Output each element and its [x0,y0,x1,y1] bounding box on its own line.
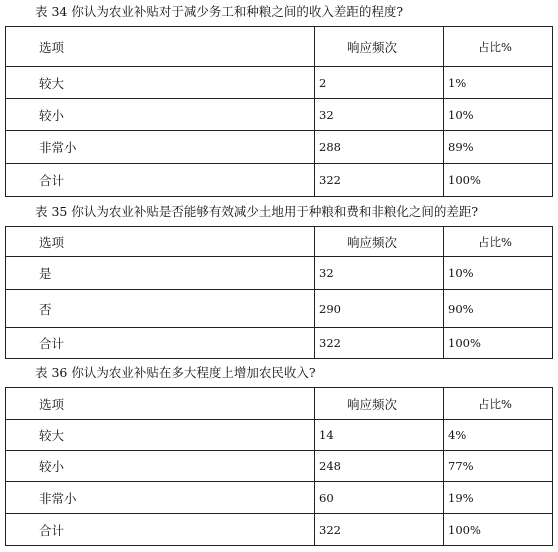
cell-percent: 4% [444,420,553,451]
cell-percent: 100% [444,328,553,359]
cell-percent: 90% [444,290,553,328]
cell-frequency: 322 [315,514,444,546]
cell-percent: 77% [444,451,553,482]
table-header-row [6,388,553,420]
table-row [6,451,553,482]
table-row-total [6,328,553,359]
cell-percent: 100% [444,514,553,546]
cell-option: 否 [6,290,315,328]
table-header-row [6,227,553,257]
header-percent: 占比% [444,227,553,257]
cell-percent: 89% [444,131,553,164]
table-row-total [6,514,553,546]
cell-frequency: 14 [315,420,444,451]
cell-frequency: 322 [315,328,444,359]
cell-frequency: 288 [315,131,444,164]
cell-option: 较大 [6,420,315,451]
cell-option: 是 [6,257,315,290]
cell-option: 非常小 [6,131,315,164]
cell-frequency: 32 [315,257,444,290]
header-frequency: 响应频次 [315,388,444,420]
header-frequency: 响应频次 [315,27,444,67]
cell-option: 非常小 [6,482,315,514]
cell-option: 合计 [6,328,315,359]
table-34 [5,26,553,197]
header-percent: 占比% [444,27,553,67]
cell-option: 较大 [6,67,315,99]
header-option: 选项 [6,227,315,257]
table-row [6,67,553,99]
table-row [6,290,553,328]
cell-option: 合计 [6,514,315,546]
cell-percent: 100% [444,164,553,197]
header-option: 选项 [6,27,315,67]
table-row [6,482,553,514]
cell-option: 较小 [6,451,315,482]
cell-frequency: 290 [315,290,444,328]
table-row-total [6,164,553,197]
cell-percent: 1% [444,67,553,99]
header-option: 选项 [6,388,315,420]
cell-percent: 10% [444,257,553,290]
cell-percent: 19% [444,482,553,514]
cell-percent: 10% [444,99,553,131]
table-row [6,131,553,164]
header-percent: 占比% [444,388,553,420]
cell-frequency: 32 [315,99,444,131]
table-header-row [6,27,553,67]
cell-frequency: 60 [315,482,444,514]
table-35-caption: 表 35 你认为农业补贴是否能够有效减少土地用于种粮和费和非粮化之间的差距? [35,204,479,219]
table-36 [5,387,553,546]
table-row [6,257,553,290]
cell-frequency: 2 [315,67,444,99]
table-36-caption: 表 36 你认为农业补贴在多大程度上增加农民收入? [35,365,316,380]
cell-frequency: 248 [315,451,444,482]
header-frequency: 响应频次 [315,227,444,257]
table-row [6,99,553,131]
table-35 [5,226,553,359]
cell-frequency: 322 [315,164,444,197]
table-row [6,420,553,451]
cell-option: 合计 [6,164,315,197]
table-34-caption: 表 34 你认为农业补贴对于减少务工和种粮之间的收入差距的程度? [35,4,404,19]
cell-option: 较小 [6,99,315,131]
